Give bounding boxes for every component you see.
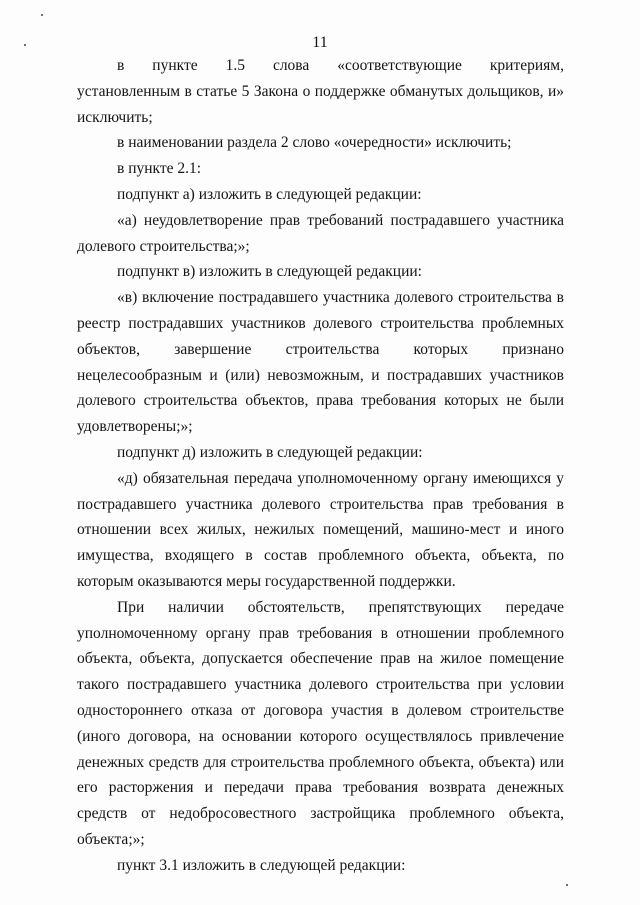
scan-speck [41, 14, 43, 16]
word: пункте [152, 57, 198, 74]
paragraph: в пункте 2.1: [117, 160, 202, 178]
paragraph: «в) включение пострадавшего участника долевого строительства в реестр пострадавших участников долевого строительства проблемных объектов, завершение строительства которых признано нецелесообразным и (или) невозможным, и пострадавших участников долевого строительства объектов, права требования которых не были удовлетворены;»; [77, 289, 564, 436]
paragraph: «а) неудовлетворение прав требований пострадавшего участника долевого строительства;»; [77, 211, 564, 255]
word: слова [272, 57, 310, 74]
paragraph: подпункт в) изложить в следующей редакции: [117, 263, 422, 281]
word: 1.5 [225, 57, 245, 74]
paragraph-continuation: установленным в статье 5 Закона о поддержке обманутых дольщиков, и» исключить; [77, 82, 564, 126]
word: критериям, [489, 57, 564, 74]
paragraph: подпункт д) изложить в следующей редакции: [117, 443, 423, 461]
document-body [77, 53, 564, 879]
word: «соответствующие [337, 57, 462, 74]
scan-speck [566, 884, 568, 886]
page-number: 11 [312, 34, 328, 51]
paragraph: подпункт а) изложить в следующей редакции: [117, 185, 422, 203]
paragraph: «д) обязательная передача уполномоченному органу имеющихся у пострадавшего участника долевого строительства прав требования в отношении всех жилых, нежилых помещений, машино-мест и иного имущества, входящего в состав проблемного объекта, объекта, по которым оказываются меры государственной поддержки. [77, 469, 564, 590]
paragraph: пункт 3.1 изложить в следующей редакции: [117, 856, 406, 874]
paragraph-first-line [77, 53, 564, 79]
paragraph: При наличии обстоятельств, препятствующих передаче уполномоченному органу прав требования в отношении проблемного объекта, объекта, допускается обеспечение прав на жилое помещение такого пострадавшего участника долевого строительства при условии одностороннего отказа от договора участия в долевом строительстве (иного договора, на основании которого осуществлялось привлечение денежных средств для строительства проблемного объекта, объекта) или его расторжения и передачи права требования возврата денежных средств от недобросовестного застройщика проблемного объекта, объекта;»; [77, 598, 564, 848]
paragraph: в наименовании раздела 2 слово «очередности» исключить; [117, 134, 512, 152]
word: в [117, 57, 125, 74]
